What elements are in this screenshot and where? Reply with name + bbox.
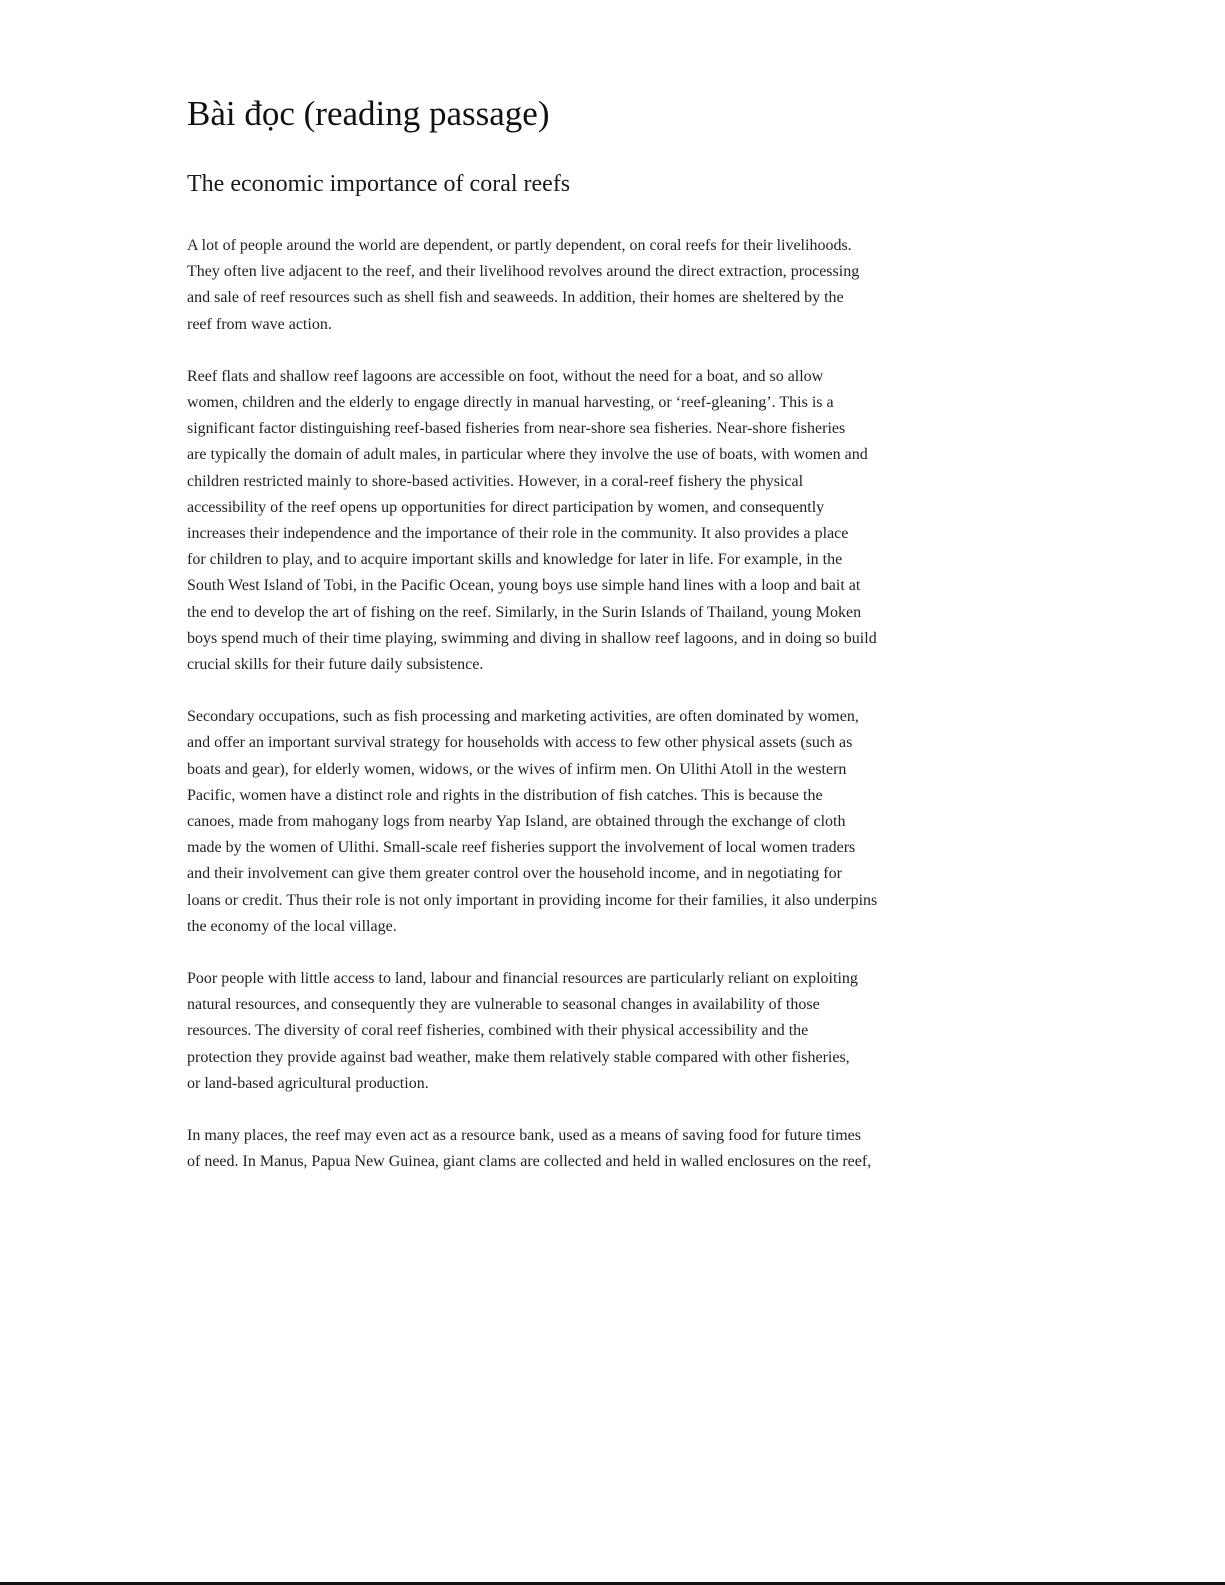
text-line: In many places, the reef may even act as a resource bank, used as a means of saving food for future times [187, 1127, 861, 1145]
text-line: Pacific, women have a distinct role and rights in the distribution of fish catches. This is because the [187, 786, 823, 804]
paragraph-2 [187, 364, 917, 678]
text-line: increases their independence and the importance of their role in the community. It also provides a place [187, 525, 849, 543]
text-line: boats and gear), for elderly women, widows, or the wives of infirm men. On Ulithi Atoll in the western [187, 760, 847, 778]
text-line: of need. In Manus, Papua New Guinea, giant clams are collected and held in walled enclosures on the reef, [187, 1153, 872, 1171]
text-line: canoes, made from mahogany logs from nearby Yap Island, are obtained through the exchange of cloth [187, 813, 846, 831]
text-line: crucial skills for their future daily subsistence. [187, 656, 484, 674]
text-line: for children to play, and to acquire important skills and knowledge for later in life. For example, in the [187, 551, 843, 569]
text-line: and sale of reef resources such as shell fish and seaweeds. In addition, their homes are sheltered by the [187, 289, 844, 307]
text-line: and their involvement can give them greater control over the household income, and in negotiating for [187, 865, 842, 883]
text-line: significant factor distinguishing reef-based fisheries from near-shore sea fisheries. Near-shore fisheries [187, 420, 846, 438]
paragraph-1 [187, 233, 917, 338]
text-line: natural resources, and consequently they are vulnerable to seasonal changes in availability of those [187, 996, 820, 1014]
text-line: or land-based agricultural production. [187, 1074, 429, 1092]
text-line: protection they provide against bad weather, make them relatively stable compared with other fisheries, [187, 1048, 850, 1066]
paragraph-4 [187, 966, 917, 1097]
text-line: the end to develop the art of fishing on the reef. Similarly, in the Surin Islands of Thailand, young Moken [187, 603, 862, 621]
text-line: resources. The diversity of coral reef fisheries, combined with their physical accessibility and the [187, 1022, 809, 1040]
text-line: Secondary occupations, such as fish processing and marketing activities, are often dominated by women, [187, 708, 859, 726]
text-line: women, children and the elderly to engage directly in manual harvesting, or ‘reef-gleaning’. This is a [187, 394, 834, 412]
text-line: the economy of the local village. [187, 917, 397, 935]
text-line: South West Island of Tobi, in the Pacific Ocean, young boys use simple hand lines with a loop and bait at [187, 577, 861, 595]
text-line: Reef flats and shallow reef lagoons are accessible on foot, without the need for a boat, and so allow [187, 367, 824, 385]
paragraph-5 [187, 1123, 917, 1175]
text-line: made by the women of Ulithi. Small-scale reef fisheries support the involvement of local women traders [187, 839, 856, 857]
text-line: A lot of people around the world are dependent, or partly dependent, on coral reefs for their livelihoods. [187, 237, 852, 254]
text-line: accessibility of the reef opens up opportunities for direct participation by women, and consequently [187, 498, 825, 516]
text-line: They often live adjacent to the reef, and their livelihood revolves around the direct extraction, processing [187, 263, 860, 281]
text-line: reef from wave action. [187, 315, 332, 333]
page-title: Bài đọc (reading passage) [187, 94, 550, 133]
text-line: boys spend much of their time playing, swimming and diving in shallow reef lagoons, and in doing so build [187, 629, 877, 647]
passage-body [187, 233, 917, 1202]
text-line: loans or credit. Thus their role is not only important in providing income for their families, it also underpins [187, 891, 878, 909]
paragraph-3 [187, 704, 917, 940]
text-line: are typically the domain of adult males, in particular where they involve the use of boats, with women and [187, 446, 868, 464]
text-line: Poor people with little access to land, labour and financial resources are particularly reliant on exploiting [187, 970, 858, 988]
text-line: and offer an important survival strategy for households with access to few other physical assets (such as [187, 734, 853, 752]
passage-subtitle: The economic importance of coral reefs [187, 171, 571, 197]
text-line: children restricted mainly to shore-based activities. However, in a coral-reef fishery the physical [187, 472, 804, 490]
